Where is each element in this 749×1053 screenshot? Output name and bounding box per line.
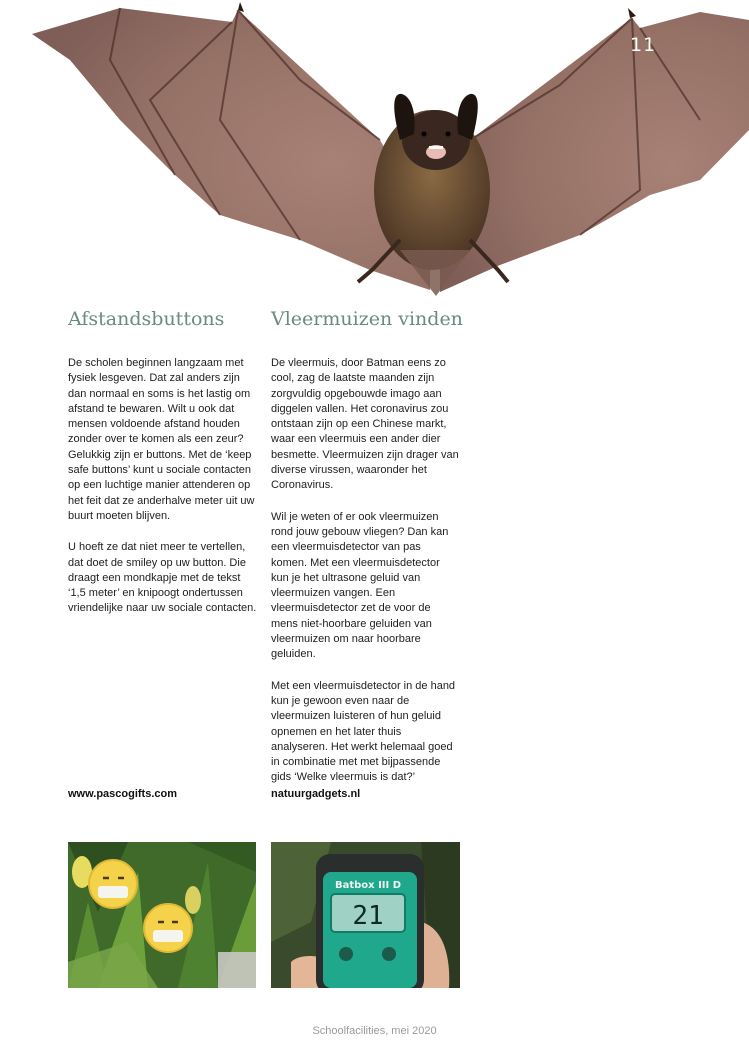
page-number: 11 — [630, 34, 657, 56]
svg-text:21: 21 — [352, 901, 384, 931]
article-afstandsbuttons — [68, 308, 258, 633]
footer-text: Schoolfacilities, mei 2020 — [312, 1025, 437, 1037]
page-footer — [0, 1025, 749, 1037]
article-paragraph: Wil je weten of er ook vleermuizen rond jouw gebouw vliegen? Dan kan een vleermuisdetector van pas komen. Met een vleermuisdetector kun je het ultrasone geluid van vleermuizen vangen. Een vleermuisdetector zet de voor de mens niet-hoorbare geluiden van vleermuizen om naar hoorbare geluiden. — [271, 510, 449, 661]
smiley-buttons-photo — [68, 842, 256, 988]
device-display-value — [352, 901, 383, 931]
article-paragraph: De scholen beginnen langzaam met fysiek lesgeven. Dat zal anders zijn dan normaal en soms is het lastig om afstand te bewaren. Wilt u ook dat mensen voldoende afstand houden zonder over te komen als een zeur? Gelukkig zijn er buttons. Met de ‘keep safe buttons’ kunt u sociale contacten op een luchtige manier attenderen op het feit dat ze anderhalve meter uit uw buurt moeten blijven. — [68, 357, 255, 522]
article-heading: Vleermuizen vinden — [271, 308, 463, 330]
bat-detector-photo — [271, 842, 460, 988]
natuurgadgets-link[interactable]: natuurgadgets.nl — [271, 788, 361, 800]
article-paragraph: De vleermuis, door Batman eens zo cool, zag de laatste maanden zijn zorgvuldig opgebouwde imago aan diggelen vallen. Het coronavirus zou ontstaan zijn op een Chinese markt, waar een vleermuis een ander dier besmette. Vleermuizen zijn drager van diverse virussen, waaronder het Coronavirus. — [271, 357, 459, 492]
article-heading: Afstandsbuttons — [68, 308, 225, 330]
article-paragraph: U hoeft ze dat niet meer te vertellen, dat doet de smiley op uw button. Die draagt een mondkapje met de tekst ‘1,5 meter’ en knipoogt ondertussen vriendelijke naar uw sociale contacten. — [68, 541, 257, 615]
device-label: Batbox III D — [334, 880, 402, 891]
article-vleermuizen — [271, 308, 463, 802]
article-paragraph: Met een vleermuisdetector in de hand kun je gewoon even naar de vleermuizen luisteren of hun geluid opnemen en het later thuis analyseren. Het werkt helemaal goed in combinatie met met bijpassende gids ‘Welke vleermuis is dat?’ — [271, 679, 456, 784]
pascogifts-link[interactable]: www.pascogifts.com — [68, 788, 178, 800]
